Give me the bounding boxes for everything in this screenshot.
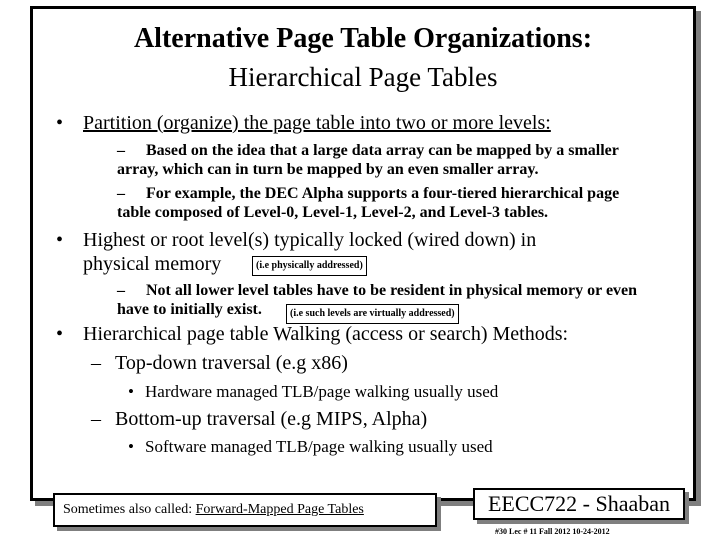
bullet-marker: •: [56, 112, 64, 134]
bullet-root-line1: Highest or root level(s) typically locked (wired down) in: [83, 229, 537, 251]
sub-marker: –: [117, 282, 125, 299]
sub-bottom-up: Bottom-up traversal (e.g MIPS, Alpha): [115, 408, 428, 430]
bullet-root-line2: physical memory: [83, 253, 222, 275]
course-brand: EECC722 - Shaaban: [473, 488, 685, 520]
sub-idea-line2: array, which can in turn be mapped by an even smaller array.: [117, 161, 539, 178]
subsub-hardware-tlb: Hardware managed TLB/page walking usually used: [145, 382, 499, 401]
subsub-marker: •: [128, 437, 134, 456]
virtually-addressed-note: (i.e such levels are virtually addressed): [286, 304, 459, 324]
sub-idea-line1: Based on the idea that a large data array can be mapped by a smaller: [146, 142, 619, 159]
slide-title-line2: Hierarchical Page Tables: [228, 62, 498, 92]
sub-alpha-line1: For example, the DEC Alpha supports a four-tiered hierarchical page: [146, 185, 620, 202]
bullet-marker: •: [56, 229, 64, 251]
alias-note-prefix: Sometimes also called:: [63, 502, 196, 517]
alias-note-term: Forward-Mapped Page Tables: [195, 502, 364, 517]
bullet-marker: •: [56, 323, 64, 345]
subsub-software-tlb: Software managed TLB/page walking usually used: [145, 437, 493, 456]
subsub-marker: •: [128, 382, 134, 401]
sub-alpha-line2: table composed of Level-0, Level-1, Level-2, and Level-3 tables.: [117, 204, 549, 221]
sub-marker: –: [117, 142, 125, 159]
slide-title-line1: Alternative Page Table Organizations:: [133, 23, 593, 54]
sub-lower-levels-line2: have to initially exist.: [117, 301, 262, 318]
sub-top-down: Top-down traversal (e.g x86): [115, 352, 348, 374]
sub-marker: –: [91, 352, 101, 374]
sub-lower-levels-line1: Not all lower level tables have to be resident in physical memory or even: [146, 282, 638, 299]
sub-marker: –: [91, 408, 101, 430]
sub-marker: –: [117, 185, 125, 202]
physically-addressed-note: (i.e physically addressed): [252, 256, 367, 276]
alias-note-box: [53, 493, 437, 527]
bullet-walking: Hierarchical page table Walking (access or search) Methods:: [83, 323, 569, 345]
bullet-partition: Partition (organize) the page table into two or more levels:: [83, 112, 551, 134]
slide-footer: #30 Lec # 11 Fall 2012 10-24-2012: [495, 527, 610, 536]
